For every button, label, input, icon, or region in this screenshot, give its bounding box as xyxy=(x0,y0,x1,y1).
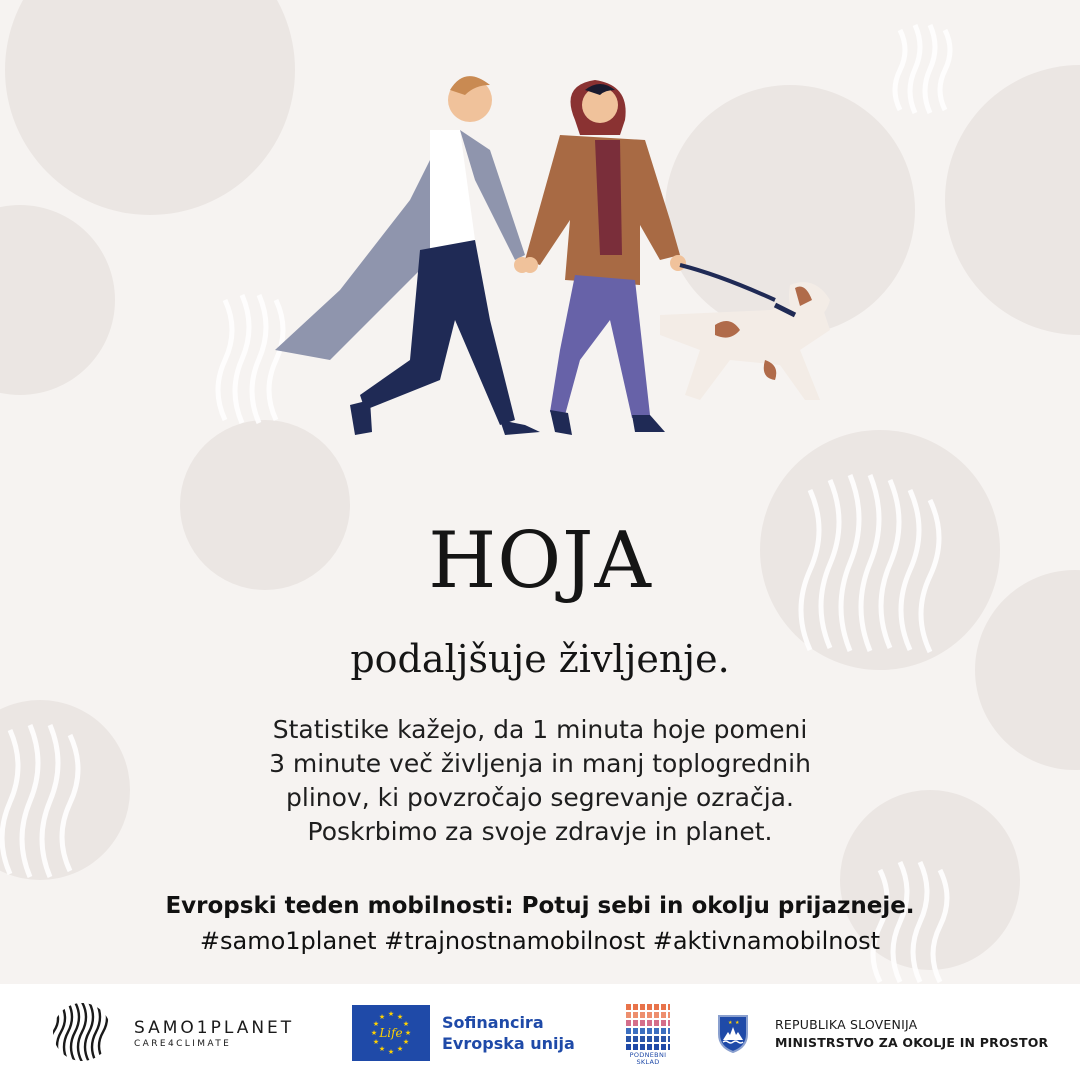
climate-fund-line1: PODNEBNI xyxy=(629,1051,667,1059)
logo-footer xyxy=(0,984,1080,1080)
climate-fund-line2: SKLAD xyxy=(636,1058,660,1066)
svg-text:★: ★ xyxy=(402,1038,410,1046)
eu-flag-icon xyxy=(352,1005,430,1061)
climate-fund-text xyxy=(622,1052,674,1066)
body-text xyxy=(180,713,900,849)
hashtags: #samo1planet #trajnostnamobilnost #aktivnamobilnost xyxy=(199,927,881,955)
body-line: Poskrbimo za svoje zdravje in planet. xyxy=(307,817,773,846)
svg-text:★: ★ xyxy=(404,1029,412,1037)
body-line: 3 minute več življenja in manj toplogrednih xyxy=(269,749,811,778)
eu-cofinancing-text xyxy=(442,1012,575,1054)
svg-text:★: ★ xyxy=(396,1013,404,1021)
samo1planet-name: SAMO1PLANET xyxy=(134,1018,295,1038)
campaign-tagline: Evropski teden mobilnosti: Potuj sebi in okolju prijazneje. xyxy=(165,893,915,919)
svg-text:★: ★ xyxy=(378,1013,386,1021)
headline: HOJA xyxy=(428,516,652,606)
woman-figure xyxy=(275,76,540,435)
svg-text:★: ★ xyxy=(402,1020,410,1028)
man-figure xyxy=(522,80,686,435)
svg-text:★: ★ xyxy=(396,1045,404,1053)
samo1planet-logo-icon xyxy=(52,1002,112,1062)
samo1planet-subtitle: CARE4CLIMATE xyxy=(134,1039,232,1049)
life-label: Life xyxy=(379,1026,403,1040)
body-line: Statistike kažejo, da 1 minuta hoje pomeni xyxy=(272,715,808,744)
svg-text:★: ★ xyxy=(378,1045,386,1053)
body-line: plinov, ki povzročajo segrevanje ozračja. xyxy=(286,783,794,812)
gov-republic: REPUBLIKA SLOVENIJA xyxy=(775,1017,918,1032)
svg-text:★: ★ xyxy=(370,1029,378,1037)
subheadline: podaljšuje življenje. xyxy=(350,637,730,681)
walking-couple-illustration xyxy=(260,60,860,460)
svg-text:★: ★ xyxy=(735,1020,740,1026)
svg-text:★: ★ xyxy=(372,1020,380,1028)
svg-text:★: ★ xyxy=(372,1038,380,1046)
svg-text:★: ★ xyxy=(728,1020,733,1026)
slovenia-crest-icon xyxy=(716,1014,750,1054)
svg-text:★: ★ xyxy=(387,1010,395,1018)
dog-figure xyxy=(660,265,830,400)
eu-line1: Sofinancira xyxy=(442,1013,544,1032)
gov-ministry: MINISTRSTVO ZA OKOLJE IN PROSTOR xyxy=(775,1035,1049,1050)
svg-text:★: ★ xyxy=(387,1048,395,1056)
eu-line2: Evropska unija xyxy=(442,1034,575,1053)
